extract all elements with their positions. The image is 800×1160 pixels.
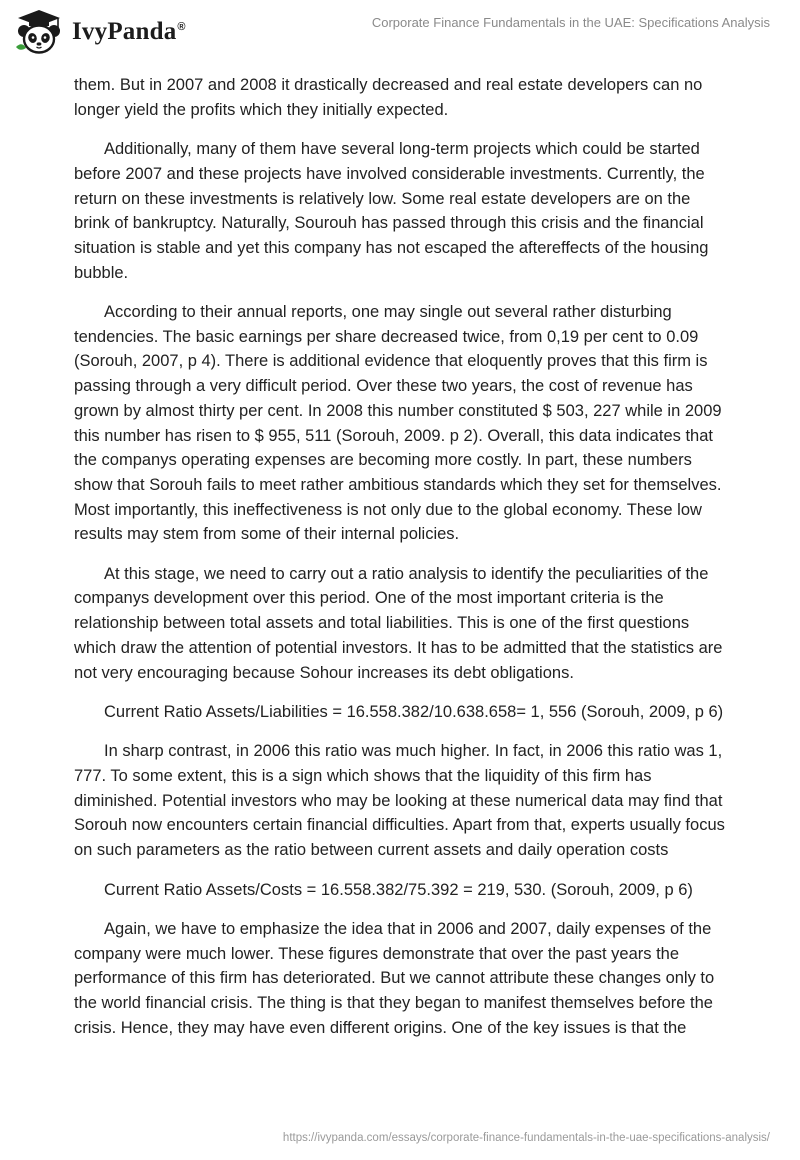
panda-graduate-icon — [14, 9, 64, 55]
ivypanda-logo[interactable] — [14, 8, 186, 56]
paragraph: them. But in 2007 and 2008 it drastically decreased and real estate developers can no longer yield the profits which they initially expected. — [74, 76, 703, 119]
essay-body — [74, 73, 730, 1055]
paragraph: Additionally, many of them have several long-term projects which could be started before 2007 and these projects have involved considerable investments. Currently, the return on these investments is relatively low. Some real estate developers are on the brink of bankruptcy. Naturally, Sourouh has passed through this crisis and the financial situation is stable and yet this company has not escaped the aftereffects of the housing bubble. — [74, 140, 709, 282]
formula-paragraph: Current Ratio Assets/Costs = 16.558.382/75.392 = 219, 530. (Sorouh, 2009, p 6) — [104, 880, 693, 899]
paragraph: At this stage, we need to carry out a ratio analysis to identify the peculiarities of the companys development over this period. One of the most important criteria is the relationship between total assets and total liabilities. This is one of the first questions which draw the attention of potential investors. It has to be admitted that the statistics are not very encouraging because Sohour increases its debt obligations. — [74, 564, 723, 682]
source-url[interactable]: https://ivypanda.com/essays/corporate-finance-fundamentals-in-the-uae-specifications-analysis/ — [282, 1132, 770, 1144]
document-title: Corporate Finance Fundamentals in the UAE: Specifications Analysis — [371, 15, 770, 30]
formula-paragraph: Current Ratio Assets/Liabilities = 16.558.382/10.638.658= 1, 556 (Sorouh, 2009, p 6) — [104, 702, 724, 721]
brand-name: IvyPanda® — [72, 18, 186, 45]
paragraph: In sharp contrast, in 2006 this ratio was much higher. In fact, in 2006 this ratio was 1, 777. To some extent, this is a sign which shows that the liquidity of this firm has diminished. Potential investors who may be looking at these numerical data may find that Sorouh now encounters certain financial difficulties. Apart from that, experts usually focus on such parameters as the ratio between current assets and daily operation costs — [74, 742, 725, 860]
page-header — [0, 0, 800, 64]
paragraph: Again, we have to emphasize the idea that in 2006 and 2007, daily expenses of the company were much lower. These figures demonstrate that over the past years the performance of this firm has deteriorated. But we cannot attribute these changes only to the world financial crisis. The thing is that they began to manifest themselves before the crisis. Hence, they may have even different origins. One of the key issues is that the — [74, 919, 715, 1037]
paragraph: According to their annual reports, one may single out several rather disturbing tendencies. The basic earnings per share decreased twice, from 0,19 per cent to 0.09 (Sorouh, 2007, p 4). There is additional evidence that eloquently proves that this firm is passing through a very difficult period. Over these two years, the cost of revenue has grown by almost thirty per cent. In 2008 this number constituted $ 503, 227 while in 2009 this number has risen to $ 955, 511 (Sorouh, 2009. p 2). Overall, this data indicates that the companys operating expenses are becoming more costly. In part, these numbers show that Sorouh fails to meet rather ambitious standards which they set for themselves. Most importantly, this ineffectiveness is not only due to the global economy. These low results may stem from some of their internal policies. — [74, 303, 722, 544]
